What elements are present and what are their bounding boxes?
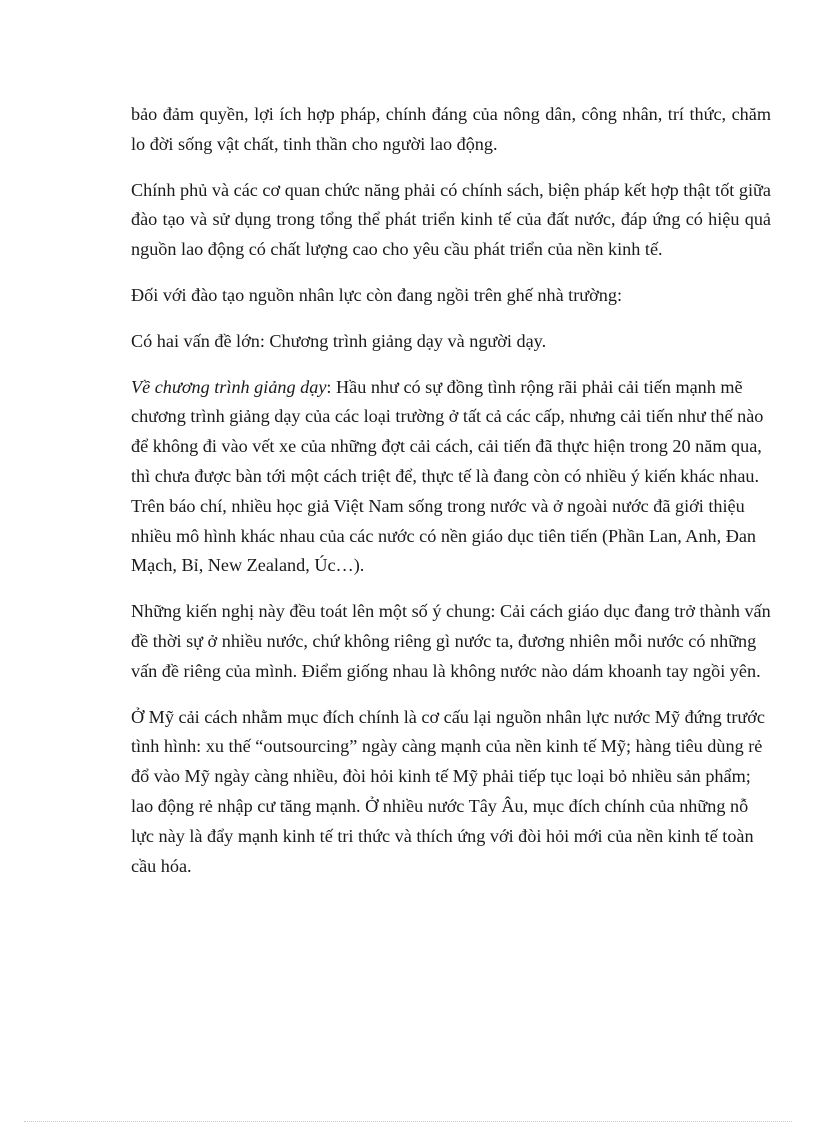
paragraph-training-intro: [131, 281, 771, 311]
paragraph-text: Những kiến nghị này đều toát lên một số ý chung: Cải cách giáo dục đang trở thành vấn đề thời sự ở nhiều nước, chứ không riêng gì nước ta, đương nhiên mỗi nước có những vấn đề riêng của mình. Điểm giống nhau là không nước nào dám khoanh tay ngồi yên.: [131, 601, 771, 681]
paragraph-text: Đối với đào tạo nguồn nhân lực còn đang ngồi trên ghế nhà trường:: [131, 284, 623, 305]
paragraph-text: Có hai vấn đề lớn: Chương trình giảng dạy và người dạy.: [131, 330, 547, 351]
paragraph-italic-lead: Về chương trình giảng dạy: [131, 376, 327, 397]
paragraph-two-issues: [131, 327, 771, 357]
paragraph-recommendations: [131, 597, 771, 686]
paragraph-text: Ở Mỹ cải cách nhằm mục đích chính là cơ cấu lại nguồn nhân lực nước Mỹ đứng trước tình hình: xu thế “outsourcing” ngày càng mạnh của nền kinh tế Mỹ; hàng tiêu dùng rẻ đổ vào Mỹ ngày càng nhiều, đòi hỏi kinh tế Mỹ phải tiếp tục loại bỏ nhiều sản phẩm; lao động rẻ nhập cư tăng mạnh. Ở nhiều nước Tây Âu, mục đích chính của những nỗ lực này là đẩy mạnh kinh tế tri thức và thích ứng với đòi hỏi mới của nền kinh tế toàn cầu hóa.: [131, 706, 765, 876]
paragraph-curriculum: [131, 373, 771, 582]
paragraph-text: bảo đảm quyền, lợi ích hợp pháp, chính đáng của nông dân, công nhân, trí thức, chăm lo đời sống vật chất, tinh thần cho người lao động.: [131, 104, 771, 154]
paragraph-government-policy: [131, 176, 771, 265]
document-body: [131, 100, 771, 897]
paragraph-text: Chính phủ và các cơ quan chức năng phải có chính sách, biện pháp kết hợp thật tốt giữa đào tạo và sử dụng trong tổng thể phát triển kinh tế của đất nước, đáp ứng có hiệu quả nguồn lao động có chất lượng cao cho yêu cầu phát triển của nền kinh tế.: [131, 179, 771, 260]
paragraph-us-reform: [131, 703, 771, 882]
page-bottom-divider: [24, 1121, 792, 1122]
paragraph-text: : Hầu như có sự đồng tình rộng rãi phải cải tiến mạnh mẽ chương trình giảng dạy của các loại trường ở tất cả các cấp, nhưng cải tiến như thế nào để không đi vào vết xe của những đợt cải cách, cải tiến đã thực hiện trong 20 năm qua, thì chưa được bàn tới một cách triệt để, thực tế là đang còn có nhiều ý kiến khác nhau. Trên báo chí, nhiều học giả Việt Nam sống trong nước và ở ngoài nước đã giới thiệu nhiều mô hình khác nhau của các nước có nền giáo dục tiên tiến (Phần Lan, Anh, Đan Mạch, Bỉ, New Zealand, Úc…).: [131, 376, 764, 576]
paragraph-rights: [131, 100, 771, 160]
